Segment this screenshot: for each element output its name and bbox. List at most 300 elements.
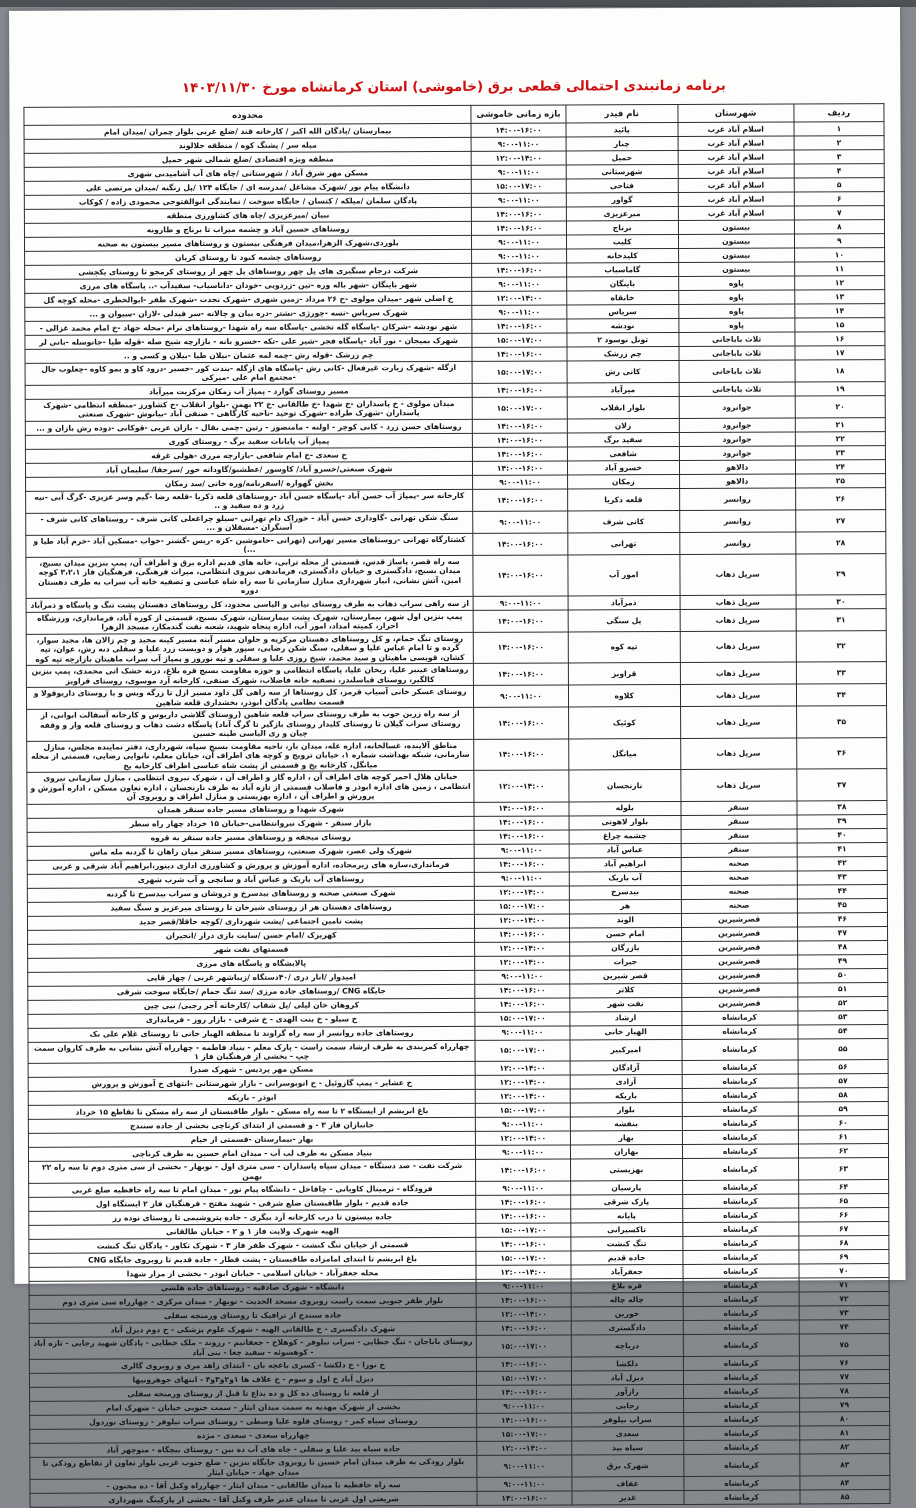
county-cell: سرپل ذهاب	[680, 738, 796, 770]
feeder-name-cell: زلان	[567, 418, 679, 432]
county-cell: بیستون	[678, 220, 794, 235]
outage-time-cell: ۱۴:۰۰-۱۶:۰۰	[477, 1491, 572, 1505]
area-cell: چهارراه سعدی - سعدی - مژده	[30, 1428, 477, 1444]
feeder-name-cell: شافعی	[567, 446, 679, 460]
area-cell: روستای عسکر خانی آسیاب قرمز، کل روستاها از سه راهی گل داود مسیر ازل تا زرگه ویس و با روستای داریوقولا و قسمت نظامی پادگان ابوذر، بخشداری قلعه شاهین	[26, 686, 473, 710]
row-number-cell: ۷۲	[799, 1292, 889, 1306]
row-number-cell: ۲۹	[796, 553, 886, 594]
row-number-cell: ۳۳	[796, 662, 886, 684]
outage-time-cell: ۱۵:۰۰-۱۷:۰۰	[472, 397, 567, 419]
table-row	[26, 630, 886, 665]
row-number-cell: ۳۶	[796, 737, 886, 769]
row-number-cell: ۶۱	[798, 1130, 888, 1144]
area-cell: شهر باینگان -شهر باله وره -تین -زردویی -خودان -داناسیاب- سفیدآب -.. پاسگاه های مرزی	[25, 277, 472, 293]
area-cell: جاده قدیم - بلوار طاقبستان ضلع شرقی - شهید مفتح - فرهنگیان فاز ۲ ایستگاه اول	[29, 1196, 476, 1212]
outage-time-cell: ۱۴:۰۰-۱۶:۰۰	[472, 263, 567, 277]
area-cell: روستاهای عینبر علیا، ریحان علیا، پاسگاه انتظامی و حوزه مقاومت بسیج قره بلاغ، درنه خشک اتی محمدی، پمپ بنزین کالگیر، روستای قباسلندر، تصفیه خانه فاضلاب، شهرک صنفی، کارخانه آرد موسوی، روستای قراویز	[26, 664, 473, 688]
outage-time-cell: ۱۴:۰۰-۱۶:۰۰	[473, 461, 568, 475]
feeder-name-cell: باریکه	[570, 1089, 682, 1103]
outage-time-cell: ۱۴:۰۰-۱۶:۰۰	[477, 1385, 572, 1399]
area-cell: قسمتی از خیابان تنگ کنشت - شهرک ظفر فاز ۳ - شهرک تکاور - پادگان تنگ کنشت	[29, 1238, 476, 1254]
county-cell: جوانرود	[679, 396, 795, 418]
county-cell: روانسر	[679, 488, 795, 510]
outage-time-cell: ۹:۰۰-۱۱:۰۰	[476, 1145, 571, 1159]
area-cell: سه راه حافظیه تا میدان طالقانی - میدان ایثار - چهارراه وکیل آقا - ده مجنون -	[30, 1478, 477, 1494]
row-number-cell: ۵	[794, 178, 884, 192]
outage-time-cell: ۹:۰۰-۱۱:۰۰	[477, 1399, 572, 1413]
outage-time-cell: ۱۴:۰۰-۱۶:۰۰	[472, 319, 567, 333]
feeder-name-cell: دلکشا	[571, 1357, 683, 1371]
area-cell: روستای میجقه و روستاهای مسیر جاده سنقر به قروه	[27, 830, 474, 846]
outage-time-cell: ۱۴:۰۰-۱۶:۰۰	[474, 857, 569, 871]
area-cell: شهرک سریاس -تسه -چورژی -نشتر -دره بیان و چالانه -سر فیدلی -لازان -سیوان و ...	[25, 305, 472, 321]
feeder-name-cell: بهار	[570, 1131, 682, 1145]
area-cell: شرکت درجام سنگبری های پل چهر روستاهای پل چهر از روستای کرمجو تا روستای یکچشی	[25, 263, 472, 279]
feeder-name-cell: حمیل	[566, 150, 678, 164]
county-cell: کرمانشاه	[683, 1264, 799, 1279]
feeder-name-cell: پائید	[566, 122, 678, 136]
county-cell: کرمانشاه	[683, 1454, 799, 1476]
area-cell: روستاهای حسن زرد - کانی کوچر - اولنه - مامنصور - رتین -چمی بقال - بازان عربی -قوکانی -دوده رش بازان و ...	[25, 419, 472, 435]
outage-time-cell: ۱۴:۰۰-۱۶:۰۰	[476, 1237, 571, 1251]
feeder-name-cell: امام حسن	[569, 927, 681, 941]
page-title: برنامه زمانبندی احتمالی قطعی برق (خاموشی) استان کرمانشاه مورخ ۱۴۰۳/۱۱/۳۰	[181, 77, 726, 97]
outage-time-cell: ۹:۰۰-۱۱:۰۰	[472, 235, 567, 249]
outage-time-cell: ۱۴:۰۰-۱۶:۰۰	[476, 1159, 571, 1181]
county-cell: قصرشیرین	[681, 912, 797, 927]
area-cell: جاده بیستون تا درب کارخانه آرد بیگری - جاده پتروشیمی تا روستای نوده رز	[29, 1210, 476, 1226]
county-cell: اسلام آباد غرب	[678, 150, 794, 165]
county-cell: کرمانشاه	[682, 1102, 798, 1117]
feeder-name-cell: کلیب	[566, 234, 678, 248]
area-cell: الهیه شهرک ولایت فاز ۱ و ۲ - خیابان طالقانی	[29, 1224, 476, 1240]
area-cell: بنیاد مسکن به طرف لب آب - میدان امام حسین به طرف کرناچی	[28, 1146, 475, 1162]
row-number-cell: ۴۶	[797, 912, 887, 926]
row-number-cell: ۱۲	[794, 276, 884, 290]
county-cell: صحنه	[681, 898, 797, 913]
area-cell: روستاهای جاده روانسر از سه راه گراوند تا منطقه الهیار خانی تا روستای غلام علی بک	[28, 1026, 475, 1042]
area-cell: باغ ابریشم تا ابتدای امامزاده طاقبستان - پشت قطار - جاده قدیم تا روبروی جایگاه CNG	[29, 1252, 476, 1268]
feeder-name-cell: چاله چاله	[571, 1293, 683, 1307]
outage-time-cell: ۱۴:۰۰-۱۶:۰۰	[474, 707, 569, 739]
county-cell: قصرشیرین	[681, 926, 797, 941]
outage-time-cell: ۱۴:۰۰-۱۶:۰۰	[474, 739, 569, 771]
outage-time-cell: ۱۴:۰۰-۱۶:۰۰	[475, 997, 570, 1011]
outage-time-cell: ۱۵:۰۰-۱۷:۰۰	[472, 361, 567, 383]
outage-time-cell: ۹:۰۰-۱۱:۰۰	[473, 596, 568, 610]
outage-time-cell: ۱۴:۰۰-۱۶:۰۰	[477, 1357, 572, 1371]
row-number-cell: ۱۶	[795, 332, 885, 346]
feeder-name-cell: خانقاه	[567, 290, 679, 304]
outage-time-cell: ۱۲:۰۰-۱۴:۰۰	[475, 913, 570, 927]
outage-time-cell: ۱۵:۰۰-۱۷:۰۰	[477, 1371, 572, 1385]
county-cell: کرمانشاه	[683, 1292, 799, 1307]
feeder-name-cell: رازآور	[571, 1385, 683, 1399]
county-cell: دالاهو	[679, 460, 795, 475]
feeder-name-cell: الوند	[569, 913, 681, 927]
row-number-cell: ۴۱	[797, 842, 887, 856]
outage-time-cell: ۹:۰۰-۱۱:۰۰	[477, 1455, 572, 1477]
feeder-name-cell: بلوار	[570, 1103, 682, 1117]
outage-time-cell: ۹:۰۰-۱۱:۰۰	[475, 969, 570, 983]
county-cell: صحنه	[681, 884, 797, 899]
feeder-name-cell: ذمرآباد	[568, 595, 680, 609]
feeder-name-cell: تپه کوه	[568, 631, 680, 663]
area-cell: خ عشایر - پمپ گازوئیل - خ اتوبوسرانی - بازار شهرستانی -انتهای خ آموزش و پرورش	[28, 1076, 475, 1092]
area-cell: بازار سنقر - شهرک نیروانتظامی-خیابان ۱۵ خرداد چهار راه سطر	[27, 816, 474, 832]
feeder-name-cell: میرآباد	[567, 382, 679, 396]
feeder-name-cell: بیدسرخ	[569, 885, 681, 899]
outage-time-cell: ۱۴:۰۰-۱۶:۰۰	[473, 632, 568, 664]
outage-time-cell: ۱۲:۰۰-۱۴:۰۰	[475, 941, 570, 955]
row-number-cell: ۷۰	[799, 1264, 889, 1278]
area-cell: میله سر / پشنگ کوه / منطقه جلالوند	[24, 137, 471, 153]
row-number-cell: ۲۲	[795, 432, 885, 446]
row-number-cell: ۱	[794, 122, 884, 136]
row-number-cell: ۷۸	[799, 1384, 889, 1398]
county-cell: کرمانشاه	[682, 1116, 798, 1131]
feeder-name-cell: کلاتر	[570, 983, 682, 997]
feeder-name-cell: تهرانی	[568, 532, 680, 554]
row-number-cell: ۴۷	[797, 926, 887, 940]
feeder-name-cell: پارسیان	[570, 1181, 682, 1195]
county-cell: کرمانشاه	[683, 1398, 799, 1413]
row-number-cell: ۲۵	[795, 474, 885, 488]
outage-time-cell: ۹:۰۰-۱۱:۰۰	[474, 871, 569, 885]
area-cell: بخش گهواره /اسفرنامه/وره خانی /سد زمکان	[26, 475, 473, 491]
row-number-cell: ۵۳	[798, 1010, 888, 1024]
outage-time-cell: ۹:۰۰-۱۱:۰۰	[472, 305, 567, 319]
outage-time-cell: ۱۲:۰۰-۱۴:۰۰	[475, 885, 570, 899]
county-cell: جوانرود	[679, 418, 795, 433]
col-header-area: محدوده	[24, 105, 471, 125]
photo-top-edge	[0, 0, 916, 7]
outage-time-cell: ۱۴:۰۰-۱۶:۰۰	[473, 433, 568, 447]
area-cell: جایگاه CNG /روستاهای جاده مرزی /سد تنگ حمام /جایگاه سوخت شرقی	[28, 984, 475, 1000]
outage-time-cell: ۱۴:۰۰-۱۶:۰۰	[474, 829, 569, 843]
col-header-feeder-name: نام فیدر	[566, 104, 678, 122]
outage-time-cell: ۹:۰۰-۱۱:۰۰	[474, 685, 569, 707]
county-cell: سرپل ذهاب	[680, 706, 796, 738]
row-number-cell: ۲۷	[795, 509, 885, 531]
area-cell: بهار -بیمارستان -قسمتی از خیام	[28, 1132, 475, 1148]
county-cell: کرمانشاه	[682, 1222, 798, 1237]
outage-time-cell: ۱۴:۰۰-۱۶:۰۰	[473, 533, 568, 555]
county-cell: اسلام آباد غرب	[678, 178, 794, 193]
county-cell: کرمانشاه	[683, 1320, 799, 1335]
county-cell: قصرشیرین	[681, 968, 797, 983]
area-cell: جاده سیاه بید علیا و سفلی - چاه های آب ده بین - روستای بیچگاه - منوچهر آباد	[30, 1442, 477, 1458]
table-row	[27, 737, 887, 772]
row-number-cell: ۲۳	[795, 446, 885, 460]
outage-time-cell: ۹:۰۰-۱۱:۰۰	[471, 165, 566, 179]
county-cell: کرمانشاه	[683, 1440, 799, 1455]
feeder-name-cell: بلوار لاهوتی	[569, 815, 681, 829]
area-cell: بخشی از شهرک مهدیه به سمت میدان ایثار - سمت جنوبی خیابان - شهرک امام	[30, 1400, 477, 1416]
col-header-row-number: ردیف	[794, 104, 884, 122]
row-number-cell: ۷۹	[799, 1398, 889, 1412]
feeder-name-cell: غدیر	[572, 1491, 684, 1505]
outage-time-cell: ۹:۰۰-۱۱:۰۰	[472, 277, 567, 291]
feeder-name-cell: بازرگان	[569, 941, 681, 955]
area-cell: کروهان خان لیلی /پل شقاب /کارخانه آجر رجبی/ نبی چین	[28, 998, 475, 1014]
outage-time-cell: ۹:۰۰-۱۱:۰۰	[474, 843, 569, 857]
area-cell: بلوار رودکی به طرف میدان امام حسین تا روبروی جایگاه بنزین - ضلع جنوب غربی بلوار تعاون از تقاطع رودکی تا میدان جهاد - خیابان ایثار	[30, 1456, 477, 1480]
area-cell: شرکت نفت - صد دستگاه - میدان سپاه پاسداران - سی متری اول - نوبهار - بخشی از سی متری دوم تا سه راه ۲۲ بهمن	[29, 1160, 476, 1184]
area-cell: محله جعفرآباد - خیابان اسلامی - خیابان ابوذر - بخشی از مزار شهدا	[29, 1266, 476, 1282]
row-number-cell: ۵۰	[797, 968, 887, 982]
outage-time-cell: ۱۵:۰۰-۱۷:۰۰	[476, 1103, 571, 1117]
county-cell: قصرشیرین	[681, 982, 797, 997]
area-cell: روستاهای آب باریک و عباس آباد و سانچی و آب شرب شهری	[27, 872, 474, 888]
outage-time-cell: ۹:۰۰-۱۱:۰۰	[476, 1279, 571, 1293]
row-number-cell: ۵۲	[798, 996, 888, 1010]
county-cell: کرمانشاه	[683, 1426, 799, 1441]
row-number-cell: ۴۲	[797, 856, 887, 870]
row-number-cell: ۸	[794, 220, 884, 234]
outage-time-cell: ۱۲:۰۰-۱۴:۰۰	[471, 151, 566, 165]
outage-time-cell: ۱۲:۰۰-۱۴:۰۰	[475, 1061, 570, 1075]
row-number-cell: ۳۲	[796, 630, 886, 662]
county-cell: کرمانشاه	[682, 1024, 798, 1039]
area-cell: خ نورا - خ دلکشا - کسری باغچه بان - ابتدای زاهد مری و روبروی گالری	[29, 1358, 476, 1374]
feeder-name-cell: گاماسیاب	[566, 262, 678, 276]
county-cell: سنقر	[681, 800, 797, 815]
feeder-name-cell: میانگل	[569, 738, 681, 770]
area-cell: ازگله -شهرک زیارت غیرفعال -کانی رش -پاسگاه های ازگله -بندت کور -خسیر -درود کاو و بمو کاوه -چعلوب جال -مجتمع امام علی -میرکی	[25, 361, 472, 385]
feeder-name-cell: کانی شرف	[568, 510, 680, 532]
feeder-name-cell: قصر شیرین	[570, 969, 682, 983]
area-cell: بلوار ظفر جنوبی سمت راست روبروی مسجد الحدیث - نوبهار - میدان مرکزی - چهارراه سی متری دوم	[29, 1294, 476, 1310]
area-cell: روستای باباجان - تنگ خطایی - سراب نیلوفر - کوهلاخ - جعفانیم - رزوند - ملک خطایی - پادگان شهید رجایی - تازه آباد - کوهسوئه - سفید چغا - بنی آباد	[29, 1336, 476, 1360]
area-cell: جانبازان فاز ۳ - و قسمتی از ابتدای کرناچی بخشی از جاده سنندج	[28, 1118, 475, 1134]
county-cell: کرمانشاه	[683, 1278, 799, 1293]
county-cell: سرپل ذهاب	[680, 595, 796, 610]
county-cell: سنقر	[681, 842, 797, 857]
area-cell: شهر نودشه -شرکان -پاسگاه گله تخشی -پاسگاه سه راه شهدا -روستاهای نرام -محله جهاد -خ امام محمد غزالی -	[25, 319, 472, 335]
area-cell: قسمتهای نفت شهر	[28, 942, 475, 958]
county-cell: روانسر	[679, 532, 795, 554]
feeder-name-cell: تاکسیرانی	[571, 1223, 683, 1237]
outage-time-cell: ۱۲:۰۰-۱۴:۰۰	[476, 1131, 571, 1145]
row-number-cell: ۷۳	[799, 1306, 889, 1320]
county-cell: کرمانشاه	[683, 1370, 799, 1385]
county-cell: سرپل ذهاب	[680, 609, 796, 631]
feeder-name-cell: ارشاد	[570, 1011, 682, 1025]
row-number-cell: ۸۴	[800, 1476, 890, 1490]
county-cell: اسلام آباد غرب	[678, 206, 794, 221]
area-cell: مسکن مهر شرق آباد / شهرستانی /چاه های آب آشامیدنی شهری	[24, 165, 471, 181]
row-number-cell: ۱۷	[795, 346, 885, 360]
row-number-cell: ۱۵	[795, 318, 885, 332]
county-cell: کرمانشاه	[682, 1144, 798, 1159]
feeder-name-cell: آزادگان	[570, 1061, 682, 1075]
outage-time-cell: ۱۴:۰۰-۱۶:۰۰	[473, 489, 568, 511]
county-cell: پاوه	[678, 304, 794, 319]
row-number-cell: ۶۹	[799, 1250, 889, 1264]
feeder-name-cell: کوئیک	[568, 707, 680, 739]
row-number-cell: ۱۰	[794, 248, 884, 262]
feeder-name-cell: پایانه	[571, 1209, 683, 1223]
area-cell: کهریزک /امام حسن /سایت بازی دراز /انجیران	[28, 928, 475, 944]
county-cell: پاوه	[678, 276, 794, 291]
county-cell: صحنه	[681, 870, 797, 885]
county-cell: کرمانشاه	[682, 1236, 798, 1251]
feeder-name-cell: امیرکبیر	[570, 1039, 682, 1061]
row-number-cell: ۲	[794, 136, 884, 150]
feeder-name-cell: آزادی	[570, 1075, 682, 1089]
feeder-name-cell: خسرو آباد	[567, 460, 679, 474]
feeder-name-cell: چنار	[566, 136, 678, 150]
county-cell: ثلاث باباجانی	[679, 332, 795, 347]
row-number-cell: ۴۸	[797, 940, 887, 954]
row-number-cell: ۲۰	[795, 396, 885, 418]
row-number-cell: ۳۰	[796, 594, 886, 608]
feeder-name-cell: دادگستری	[571, 1321, 683, 1335]
row-number-cell: ۷	[794, 206, 884, 220]
feeder-name-cell: رجایی	[571, 1399, 683, 1413]
county-cell: سرپل ذهاب	[680, 684, 796, 706]
county-cell: کرمانشاه	[683, 1306, 799, 1321]
feeder-name-cell: پل سنگی	[568, 609, 680, 631]
row-number-cell: ۷۴	[799, 1320, 889, 1334]
area-cell: پمپ بنزین اول شهر، بیمارستان، شهرک پشت بیمارستان، شهرک بسیج، قسمتی از کوره آباد، فرمانداری، ورزشگاه احرار، کمیته امداد، امور آب، اداره پنجاه شهید، شعبه نفت گندمکار، مسجد الزهرا	[26, 610, 473, 634]
row-number-cell: ۴۳	[797, 870, 887, 884]
outage-time-cell: ۱۵:۰۰-۱۷:۰۰	[475, 899, 570, 913]
county-cell: بیستون	[678, 262, 794, 277]
area-cell: چم زرشک -قوله رش -چمه لمه عثمان -بیلان طیا -بیلان و کسی و ..	[25, 347, 472, 363]
outage-time-cell: ۹:۰۰-۱۱:۰۰	[473, 475, 568, 489]
row-number-cell: ۵۵	[798, 1038, 888, 1060]
feeder-name-cell: بهزیستی	[570, 1159, 682, 1181]
outage-time-cell: ۹:۰۰-۱۱:۰۰	[473, 511, 568, 533]
area-cell: روستای سیاه کمر - روستای قلوه علیا وسطی - روستای سراب نیلوفر - روستای نوردول	[30, 1414, 477, 1430]
outage-time-cell: ۱۴:۰۰-۱۶:۰۰	[471, 123, 566, 137]
area-cell: شهرک بمیجان - نور آباد -پاسگاه فجر -شیر علی -تکه -خسرو بانه - بازارچه شیخ صله -قوله طیا -جانوسله -بانی لر	[25, 333, 472, 349]
feeder-name-cell: کانی رش	[567, 360, 679, 382]
area-cell: روستاهای دهستان هر از روستای شیرخان تا روستای میرعزیز و سنگ سفید	[27, 900, 474, 916]
row-number-cell: ۹	[794, 234, 884, 248]
county-cell: قصرشیرین	[681, 940, 797, 955]
row-number-cell: ۴۹	[797, 954, 887, 968]
area-cell: سنگ شکن تهرانی -گاوداری حسن آباد - خوراک دام تهرانی -سیلو چراغعلی کانی شرف - روستاهای کانی شرف - آسنگران -مسقلان و ...	[26, 511, 473, 535]
row-number-cell: ۸۱	[799, 1426, 889, 1440]
outage-time-cell: ۱۴:۰۰-۱۶:۰۰	[474, 663, 569, 685]
row-number-cell: ۷۶	[799, 1356, 889, 1370]
outage-time-cell: ۱۴:۰۰-۱۶:۰۰	[475, 983, 570, 997]
outage-time-cell: ۱۴:۰۰-۱۶:۰۰	[476, 1195, 571, 1209]
county-cell: کرمانشاه	[681, 1010, 797, 1025]
outage-time-cell: ۱۲:۰۰-۱۴:۰۰	[476, 1265, 571, 1279]
row-number-cell: ۳۷	[797, 769, 887, 801]
county-cell: بیستون	[678, 234, 794, 249]
area-cell: خ سیلو - خ بنت الهدی - خ شرقی - بازار روز - فرمانداری	[28, 1012, 475, 1028]
feeder-name-cell: بلوار انقلاب	[567, 396, 679, 418]
area-cell: خیابان هلال احمر کوچه های اطراف آن ، اداره گاز و اطراف آن ، شهرک نیروی انتظامی ، منازل سازمانی نیروی انتظامی ، زمین های اداره ابوذر و فاضلاب قسمتی از تازه آباد به طرف نارنجسان ، اداره تعاون مسکن ، اداره آموزش و پرورش و اطراف آن ، اداره بهزیستی و منازل اطراف و روبروی آن	[27, 770, 474, 803]
outage-time-cell: ۱۴:۰۰-۱۶:۰۰	[474, 801, 569, 815]
outage-time-cell: ۹:۰۰-۱۱:۰۰	[476, 1117, 571, 1131]
area-cell: روستاهای حسین آباد و چشمه میراب تا برناج و طارونه	[24, 221, 471, 237]
feeder-name-cell: بنفشه	[570, 1117, 682, 1131]
area-cell: سه راه قصر، پاساژ قدس، قسمتی از محله ترابی، خانه های قدیم اداره برق و اطراف آن، پمپ بنزین میدان بسیج، میدان بسیج، دادگستری و خیابان دادگستری، فرماندهی نیروی انتظامی، میراث فرهنگی، فرهنگیان فاز ۳،۲،۱ کوچه امین، آتش نشانی، انبار شهرداری منازل سازمانی تا سه راه شاه عباسی و تصفیه خانه آب سراب به طرف دهستان دوره	[26, 555, 473, 598]
county-cell: اسلام آباد غرب	[678, 164, 794, 179]
outage-time-cell: ۱۴:۰۰-۱۶:۰۰	[476, 1293, 571, 1307]
county-cell: ثلاث باباجانی	[679, 346, 795, 361]
outage-time-cell: ۱۲:۰۰-۱۴:۰۰	[472, 291, 567, 305]
feeder-name-cell: جبرات	[569, 955, 681, 969]
county-cell: سرپل ذهاب	[679, 554, 795, 595]
outage-time-cell: ۱۵:۰۰-۱۷:۰۰	[472, 333, 567, 347]
feeder-name-cell: عفاف	[572, 1477, 684, 1491]
county-cell: کرمانشاه	[682, 1130, 798, 1145]
row-number-cell: ۸۰	[799, 1412, 889, 1426]
outage-time-cell: ۹:۰۰-۱۱:۰۰	[476, 1181, 571, 1195]
outage-time-cell: ۱۴:۰۰-۱۶:۰۰	[474, 815, 569, 829]
col-header-outage-time-range: بازه زمانی خاموشی	[471, 105, 566, 123]
outage-time-cell: ۱۵:۰۰-۱۷:۰۰	[475, 1011, 570, 1025]
row-number-cell: ۶۴	[798, 1180, 888, 1194]
feeder-name-cell: بلوله	[569, 801, 681, 815]
outage-time-cell: ۱۵:۰۰-۱۷:۰۰	[477, 1427, 572, 1441]
feeder-name-cell: جعفرآباد	[571, 1265, 683, 1279]
area-cell: از قلعه تا روستای ده کل و ده بداغ تا قبل از روستای ورمنجه سفلی	[30, 1386, 477, 1402]
county-cell: سنقر	[681, 828, 797, 843]
feeder-name-cell: نفت شهر	[570, 997, 682, 1011]
feeder-name-cell: بهاران	[570, 1145, 682, 1159]
area-cell: پمپاژ آب پایانات سفید برگ - روستای کوری	[25, 433, 472, 449]
outage-time-cell: ۱۵:۰۰-۱۷:۰۰	[476, 1251, 571, 1265]
feeder-name-cell: عباس آباد	[569, 843, 681, 857]
row-number-cell: ۲۸	[795, 531, 885, 553]
feeder-name-cell: امور آب	[568, 554, 680, 595]
county-cell: اسلام آباد غرب	[678, 192, 794, 207]
feeder-name-cell: قره بلاغ	[571, 1279, 683, 1293]
area-cell: نبیان /میرعزیزی /چاه های کشاورزی منطقه	[24, 207, 471, 223]
row-number-cell: ۶۳	[798, 1158, 888, 1180]
outage-time-cell: ۱۲:۰۰-۱۴:۰۰	[476, 1307, 571, 1321]
row-number-cell: ۳۸	[797, 800, 887, 814]
feeder-name-cell: هر	[569, 899, 681, 913]
row-number-cell: ۶۷	[799, 1222, 889, 1236]
feeder-name-cell: برناج	[566, 220, 678, 234]
outage-time-cell: ۱۲:۰۰-۱۴:۰۰	[475, 955, 570, 969]
row-number-cell: ۳۱	[796, 608, 886, 630]
feeder-name-cell: چم زرشک	[567, 346, 679, 360]
feeder-name-cell: آب باریک	[569, 871, 681, 885]
outage-time-cell: ۱۲:۰۰-۱۴:۰۰	[475, 1075, 570, 1089]
feeder-name-cell: میرعزیزی	[566, 206, 678, 220]
outage-schedule-table	[23, 103, 890, 1508]
table-row	[27, 706, 887, 741]
outage-time-cell: ۹:۰۰-۱۱:۰۰	[472, 249, 567, 263]
outage-time-cell: ۱۴:۰۰-۱۶:۰۰	[472, 383, 567, 397]
county-cell: پاوه	[678, 318, 794, 333]
row-number-cell: ۴	[794, 164, 884, 178]
county-cell: سرپل ذهاب	[680, 662, 796, 684]
row-number-cell: ۱۳	[794, 290, 884, 304]
row-number-cell: ۲۱	[795, 418, 885, 432]
row-number-cell: ۸۵	[800, 1490, 890, 1504]
area-cell: دانشگاه - شهرک صادقیه - روستاهای جاده هلشی	[29, 1280, 476, 1296]
outage-time-cell: ۱۴:۰۰-۱۶:۰۰	[472, 221, 567, 235]
outage-time-cell: ۱۵:۰۰-۱۷:۰۰	[475, 1039, 570, 1061]
row-number-cell: ۳۴	[796, 684, 886, 706]
area-cell: بلوردی،شهرک الزهرا،میدان فرهنگی بیستون و روستاهای مسیر بیستون به صحنه	[24, 235, 471, 251]
county-cell: کرمانشاه	[682, 1180, 798, 1195]
row-number-cell: ۱۱	[794, 262, 884, 276]
outage-time-cell: ۱۴:۰۰-۱۶:۰۰	[472, 207, 567, 221]
outage-time-cell: ۱۴:۰۰-۱۶:۰۰	[472, 347, 567, 361]
